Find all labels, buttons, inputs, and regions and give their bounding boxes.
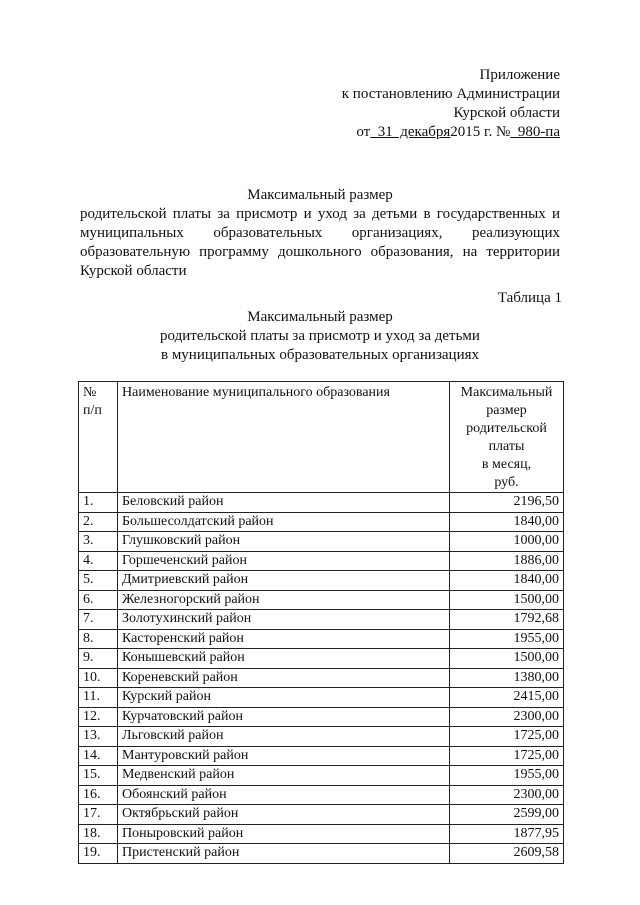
row-max-fee: 2415,00 [450, 688, 564, 708]
row-number: 1. [79, 493, 118, 513]
row-municipality: Поныровский район [118, 824, 450, 844]
table-row [79, 785, 564, 805]
row-municipality: Пристенский район [118, 844, 450, 864]
row-max-fee: 1725,00 [450, 746, 564, 766]
resolution-year: 2015 г. № [450, 124, 511, 140]
row-number: 3. [79, 532, 118, 552]
row-max-fee: 1000,00 [450, 532, 564, 552]
row-max-fee: 2599,00 [450, 805, 564, 825]
row-municipality: Касторенский район [118, 629, 450, 649]
header-max-fee-line: платы [488, 439, 525, 454]
resolution-date: 31 декабря [370, 124, 451, 140]
row-municipality: Кореневский район [118, 668, 450, 688]
row-max-fee: 2300,00 [450, 785, 564, 805]
row-max-fee: 1792,68 [450, 610, 564, 630]
row-max-fee: 1380,00 [450, 668, 564, 688]
row-municipality: Большесолдатский район [118, 512, 450, 532]
header-number [79, 382, 118, 493]
table-row [79, 512, 564, 532]
row-municipality: Глушковский район [118, 532, 450, 552]
row-number: 11. [79, 688, 118, 708]
resolution-number: 980-па [510, 124, 560, 140]
row-max-fee: 1877,95 [450, 824, 564, 844]
row-max-fee: 1840,00 [450, 571, 564, 591]
row-max-fee: 1500,00 [450, 590, 564, 610]
row-municipality: Курчатовский район [118, 707, 450, 727]
row-municipality: Дмитриевский район [118, 571, 450, 591]
row-number: 16. [79, 785, 118, 805]
row-municipality: Железногорский район [118, 590, 450, 610]
header-max-fee-line: руб. [494, 475, 519, 490]
row-max-fee: 1955,00 [450, 629, 564, 649]
table-row [79, 844, 564, 864]
header-max-fee-line: Максимальный [460, 385, 553, 400]
row-number: 13. [79, 727, 118, 747]
row-number: 2. [79, 512, 118, 532]
row-municipality: Курский район [118, 688, 450, 708]
table-row [79, 610, 564, 630]
header-max-fee [450, 382, 564, 493]
table-row [79, 727, 564, 747]
header-max-fee-line: размер [486, 403, 527, 418]
row-number: 7. [79, 610, 118, 630]
table-title [80, 308, 560, 365]
table-row [79, 805, 564, 825]
table-row [79, 532, 564, 552]
header-max-fee-line: родительской [466, 421, 547, 436]
table-row [79, 668, 564, 688]
row-number: 19. [79, 844, 118, 864]
row-number: 15. [79, 766, 118, 786]
row-municipality: Конышевский район [118, 649, 450, 669]
row-number: 9. [79, 649, 118, 669]
row-max-fee: 1840,00 [450, 512, 564, 532]
row-number: 18. [79, 824, 118, 844]
table-body [79, 493, 564, 864]
table-row [79, 493, 564, 513]
table-row [79, 551, 564, 571]
title-line-4: образовательную программу дошкольного образования, на территории [80, 244, 560, 260]
row-max-fee: 1886,00 [450, 551, 564, 571]
row-number: 17. [79, 805, 118, 825]
row-max-fee: 1500,00 [450, 649, 564, 669]
header-number-line-2: п/п [83, 403, 102, 418]
row-municipality: Медвенский район [118, 766, 450, 786]
table-row [79, 649, 564, 669]
fees-table [78, 381, 564, 864]
title-line-5: Курской области [80, 263, 187, 279]
row-municipality: Беловский район [118, 493, 450, 513]
table-row [79, 746, 564, 766]
table-row [79, 707, 564, 727]
table-row [79, 571, 564, 591]
row-municipality: Горшеченский район [118, 551, 450, 571]
row-max-fee: 2300,00 [450, 707, 564, 727]
table-row [79, 590, 564, 610]
table-row [79, 824, 564, 844]
table-header-row [79, 382, 564, 493]
row-municipality: Золотухинский район [118, 610, 450, 630]
appendix-header [342, 66, 560, 142]
table-row [79, 766, 564, 786]
row-number: 8. [79, 629, 118, 649]
region-name: Курской области [453, 105, 560, 121]
row-number: 5. [79, 571, 118, 591]
row-number: 14. [79, 746, 118, 766]
table-row [79, 629, 564, 649]
table-title-line-3: в муниципальных образовательных организациях [160, 347, 479, 363]
table-row [79, 688, 564, 708]
row-max-fee: 2609,58 [450, 844, 564, 864]
header-number-line-1: № [83, 385, 97, 400]
row-max-fee: 2196,50 [450, 493, 564, 513]
header-municipality: Наименование муниципального образования [118, 382, 450, 493]
title-line-3: муниципальных образовательных организациях, реализующих [80, 225, 560, 241]
row-max-fee: 1955,00 [450, 766, 564, 786]
row-max-fee: 1725,00 [450, 727, 564, 747]
row-municipality: Обоянский район [118, 785, 450, 805]
row-number: 10. [79, 668, 118, 688]
row-municipality: Льговский район [118, 727, 450, 747]
document-title [80, 186, 560, 281]
row-municipality: Октябрьский район [118, 805, 450, 825]
header-max-fee-line: в месяц, [481, 457, 532, 472]
table-title-line-2: родительской платы за присмотр и уход за детьми [160, 328, 480, 344]
title-line-1: Максимальный размер [247, 187, 393, 203]
row-municipality: Мантуровский район [118, 746, 450, 766]
title-line-2: родительской платы за присмотр и уход за детьми в государственных и [80, 206, 560, 222]
date-prefix: от [356, 124, 371, 140]
table-label: Таблица 1 [497, 290, 562, 306]
appendix-title: Приложение [479, 67, 560, 83]
row-number: 4. [79, 551, 118, 571]
table-title-line-1: Максимальный размер [247, 309, 393, 325]
resolution-reference: к постановлению Администрации [341, 86, 560, 102]
row-number: 6. [79, 590, 118, 610]
row-number: 12. [79, 707, 118, 727]
resolution-date-line [342, 123, 560, 142]
